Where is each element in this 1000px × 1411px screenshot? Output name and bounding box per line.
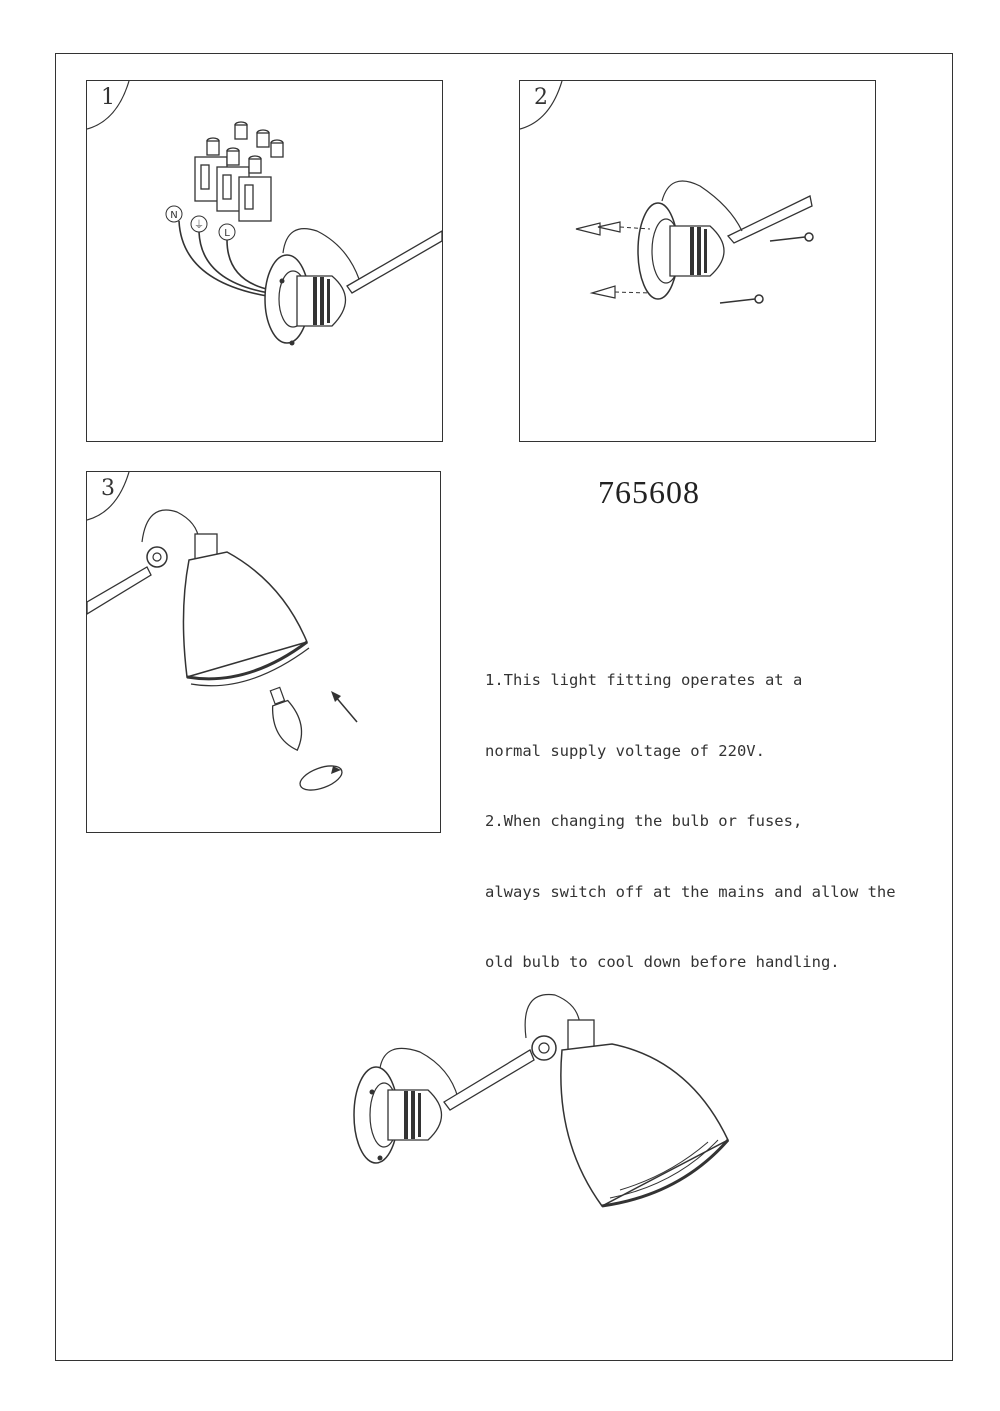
step-1-number: 1 bbox=[101, 85, 115, 110]
instruction-line: always switch off at the mains and allow the bbox=[485, 882, 896, 901]
step-1-panel bbox=[86, 80, 443, 442]
instruction-line: normal supply voltage of 220V. bbox=[485, 741, 765, 760]
step-2-panel bbox=[519, 80, 876, 442]
step-3-panel bbox=[86, 471, 441, 833]
mounting-illustration bbox=[520, 81, 876, 442]
step-2-number: 2 bbox=[534, 85, 548, 110]
wire-label-l: L bbox=[224, 228, 230, 239]
instruction-line: 1.This light fitting operates at a bbox=[485, 671, 803, 689]
wiring-illustration bbox=[87, 81, 443, 442]
model-number: 765608 bbox=[598, 474, 700, 510]
wire-label-n: N bbox=[170, 210, 178, 221]
instructions-text bbox=[485, 622, 955, 998]
instruction-line: 2.When changing the bulb or fuses, bbox=[485, 812, 803, 830]
step-3-number: 3 bbox=[101, 476, 115, 501]
product-illustration bbox=[340, 980, 740, 1220]
wire-label-earth: ⏚ bbox=[194, 220, 204, 231]
instruction-line: old bulb to cool down before handling. bbox=[485, 953, 840, 971]
bulb-replacement-illustration bbox=[87, 472, 441, 833]
